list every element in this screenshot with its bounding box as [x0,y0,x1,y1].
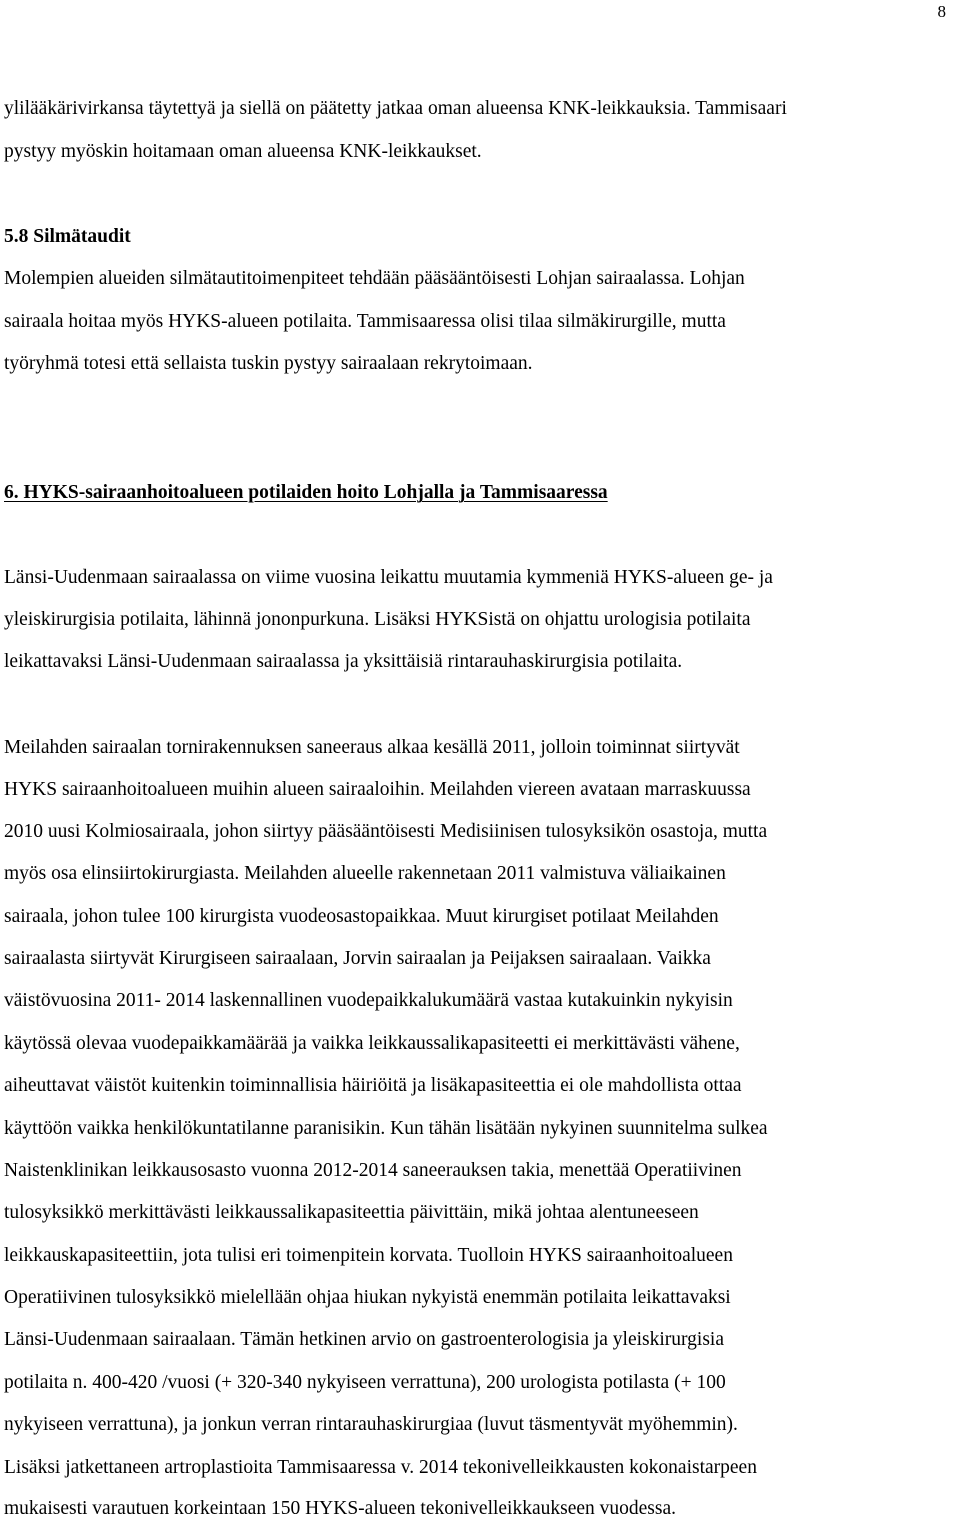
paragraph-line: HYKS sairaanhoitoalueen muihin alueen sairaaloihin. Meilahden viereen avataan marraskuussa [4,779,751,800]
section-heading-5-8: 5.8 Silmätaudit [4,226,131,247]
page-number: 8 [937,2,946,21]
paragraph-line: käyttöön vaikka henkilökuntatilanne paranisikin. Kun tähän lisätään nykyinen suunnitelma sulkea [4,1118,768,1139]
paragraph-line: sairaalasta siirtyvät Kirurgiseen sairaalaan, Jorvin sairaalan ja Peijaksen sairaalaan. Vaikka [4,948,711,969]
paragraph-line: sairaala, johon tulee 100 kirurgista vuodeosastopaikkaa. Muut kirurgiset potilaat Meilahden [4,906,719,927]
paragraph-line: nykyiseen verrattuna), ja jonkun verran rintarauhaskirurgiaa (luvut täsmentyvät myöhemmin). [4,1414,738,1435]
paragraph-line: 2010 uusi Kolmiosairaala, johon siirtyy pääsääntöisesti Medisiinisen tulosyksikön osastoja, mutta [4,821,768,842]
paragraph-line: leikkauskapasiteettiin, jota tulisi eri toimenpitein korvata. Tuolloin HYKS sairaanhoitoalueen [4,1245,733,1266]
paragraph-line: Länsi-Uudenmaan sairaalaan. Tämän hetkinen arvio on gastroenterologisia ja yleiskirurgisia [4,1329,725,1350]
paragraph-line: Naistenklinikan leikkausosasto vuonna 2012-2014 saneerauksen takia, menettää Operatiivinen [4,1160,742,1181]
paragraph-line: tulosyksikkö merkittävästi leikkaussalikapasiteettia päivittäin, mikä johtaa alentuneeseen [4,1202,699,1223]
paragraph-line: Lisäksi jatkettaneen artroplastioita Tammisaaressa v. 2014 tekonivelleikkausten kokonaistarpeen [4,1457,757,1478]
paragraph-line: mukaisesti varautuen korkeintaan 150 HYKS-alueen tekonivelleikkaukseen vuodessa. [4,1498,677,1519]
paragraph-line: Operatiivinen tulosyksikkö mielellään ohjaa hiukan nykyistä enemmän potilaita leikattavaksi [4,1287,731,1308]
section-heading-6: 6. HYKS-sairaanhoitoalueen potilaiden hoito Lohjalla ja Tammisaaressa [4,482,608,503]
paragraph-line: leikattavaksi Länsi-Uudenmaan sairaalassa ja yksittäisiä rintarauhaskirurgisia potilaita. [4,651,683,672]
paragraph-line: potilaita n. 400-420 /vuosi (+ 320-340 nykyiseen verrattuna), 200 urologista potilasta (+ 100 [4,1372,726,1393]
paragraph-line: yleiskirurgisia potilaita, lähinnä jononpurkuna. Lisäksi HYKSistä on ohjattu urologisia potilaita [4,609,751,630]
paragraph-line: sairaala hoitaa myös HYKS-alueen potilaita. Tammisaaressa olisi tilaa silmäkirurgille, mutta [4,311,726,332]
paragraph-line: aiheuttavat väistöt kuitenkin toiminnallisia häiriöitä ja lisäkapasiteettia ei ole mahdollista ottaa [4,1075,742,1096]
paragraph-line: väistövuosina 2011- 2014 laskennallinen vuodepaikkalukumäärä vastaa kutakuinkin nykyisin [4,990,733,1011]
paragraph-line: Länsi-Uudenmaan sairaalassa on viime vuosina leikattu muutamia kymmeniä HYKS-alueen ge- ja [4,567,773,588]
paragraph-line: käytössä olevaa vuodepaikkamäärää ja vaikka leikkaussalikapasiteetti ei merkittävästi vähene, [4,1033,740,1054]
paragraph-line: ylilääkärivirkansa täytettyä ja siellä on päätetty jatkaa oman alueensa KNK-leikkauksia. Tammisaari [4,98,787,119]
paragraph-line: Meilahden sairaalan tornirakennuksen saneeraus alkaa kesällä 2011, jolloin toiminnat siirtyvät [4,737,740,758]
paragraph-line: Molempien alueiden silmätautitoimenpiteet tehdään pääsääntöisesti Lohjan sairaalassa. Lohjan [4,268,745,289]
paragraph-line: pystyy myöskin hoitamaan oman alueensa KNK-leikkaukset. [4,141,482,162]
paragraph-line: työryhmä totesi että sellaista tuskin pystyy sairaalaan rekrytoimaan. [4,353,533,374]
paragraph-line: myös osa elinsiirtokirurgiasta. Meilahden alueelle rakennetaan 2011 valmistuva väliaikainen [4,863,726,884]
